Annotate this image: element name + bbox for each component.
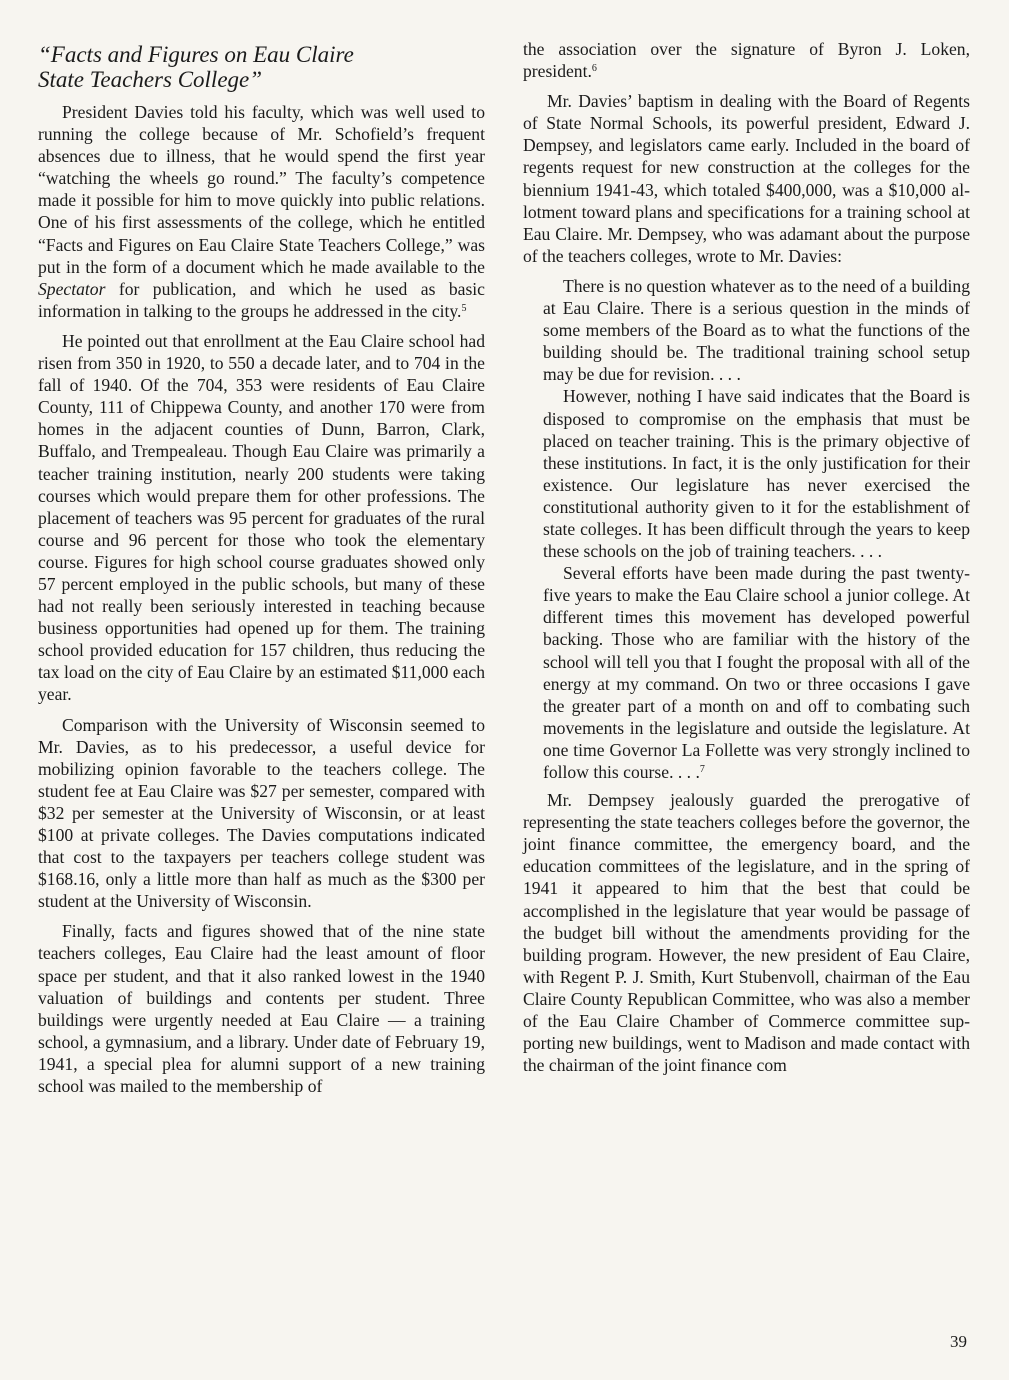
page-number: 39 bbox=[950, 1332, 967, 1351]
section-title-line-1: “Facts and Figures on Eau Claire bbox=[38, 42, 354, 67]
paragraph-board-of-regents: Mr. Davies’ baptism in dealing with the Board of Regents of State Normal Schools, its powerful president, Edward J. Dempsey, and legislators came early. Included in the board of regents request for new construction at the colleges for the biennium 1941-43, which totaled $400,000, was a $10,000 allotment toward plans and specifications for a training school at Eau Claire. Mr. Dempsey, who was adamant about the purpose of the teachers colleges, wrote to Mr. Davies: bbox=[523, 91, 970, 266]
section-title bbox=[38, 42, 485, 92]
right-column bbox=[523, 38, 970, 1084]
paragraph-enrollment: He pointed out that enrollment at the Eau Claire school had risen from 350 in 1920, to 550 a decade later, and to 704 in the fall of 1940. Of the 704, 353 were residents of Eau Claire County, 111 of Chippewa County, and another 170 were from homes in the adjacent counties of Dunn, Barron, Clark, Buffalo, and Trempealeau. Though Eau Claire was primarily a teacher training institution, nearly 200 students were taking courses which would prepare them for other professions. The placement of teachers was 95 percent for graduates of the rural course and 96 percent for those who took the elementary course. Figures for high school course graduates showed only 57 percent employed in the public schools, but many of these had not really been seriously interested in teaching because business opportunities had opened up for them. The training school provided education for 157 children, thus reducing the tax load on the city of Eau Claire by an estimated $11,000 each year. bbox=[38, 330, 485, 705]
footnote-ref-7: 7 bbox=[699, 764, 705, 775]
left-column bbox=[38, 38, 485, 1105]
paragraph-continuation bbox=[523, 38, 970, 82]
paragraph-university-comparison: Comparison with the University of Wisconsin seemed to Mr. Davies, as to his predecessor, a useful device for mobilizing opinion favorable to the teachers college. The student fee at Eau Claire was $27 per semester, compared with $32 per semester at the University of Wisconsin, or at least $100 at private colleges. The Davies computations indicated that cost to the taxpayers per teachers college student was $168.16, only a little more than half as much as the $300 per student at the University of Wisconsin. bbox=[38, 714, 485, 912]
paragraph-facts-figures bbox=[38, 101, 485, 322]
quote-paragraph-teacher-training: However, nothing I have said indicates that the Board is disposed to compromise on the emphasis that must be placed on teacher training. This is the primary objective of these institutions. In fact, it is the only justification for their existence. Our legislature has never exercised the constitutional authority given to it for the establishment of state colleges. It has been difficult through the years to keep these schools on the job of training teachers. . . . bbox=[543, 386, 970, 562]
book-page bbox=[38, 38, 970, 1348]
section-title-line-2: State Teachers College” bbox=[38, 67, 263, 92]
paragraph-text: for publication, and which he used as basic information in talking to the groups he addressed in the city. bbox=[38, 278, 485, 321]
spectator-title: Spectator bbox=[38, 278, 106, 299]
paragraph-dempsey-prerogative: Mr. Dempsey jealously guarded the prerogative of representing the state teachers colleges before the governor, the joint finance committee, the emergency board, and the education committees of the legislature, and in the spring of 1941 it appeared to him that the best that could be accomplished in the legislature that year would be passage of the budget bill without the amendments providing for the building program. However, the new president of Eau Claire, with Regent P. J. Smith, Kurt Stubenvoll, chairman of the Eau Claire County Republican Committee, who was also a member of the Eau Claire Chamber of Commerce committee supporting new buildings, went to Madison and made contact with the chairman of the joint finance com bbox=[523, 790, 970, 1076]
paragraph-text: President Davies told his faculty, which was well used to running the college because of Mr. Schofield’s frequent absences due to illness, that he would spend the first year “watching the wheels go round.” The faculty’s competence made it possible for him to move quickly into public relations. One of his first assessments of the college, which he entitled “Facts and Figures on Eau Claire State Teachers College,” was put in the form of a document which he made available to the bbox=[38, 102, 485, 277]
dempsey-letter-quote bbox=[523, 275, 970, 783]
footnote-ref-5: 5 bbox=[461, 302, 467, 314]
quote-paragraph-junior-college bbox=[543, 562, 970, 783]
quote-text: Several efforts have been made during the past twenty-five years to make the Eau Claire school a junior college. At different times this movement has developed powerful backing. Those who are familiar with the history of the school will tell you that I fought the proposal with all of the energy at my command. On two or three occasions I gave the greater part of a month on and off to combating such movements in the legislature and outside the legislature. At one time Governor La Follette was very strongly inclined to follow this course. . . . bbox=[543, 563, 970, 782]
paragraph-text: the association over the signature of Byron J. Loken, president. bbox=[523, 39, 970, 82]
quote-paragraph-need: There is no question whatever as to the need of a building at Eau Claire. There is a serious question in the minds of some members of the Board as to what the functions of the building should be. The traditional training school setup may be due for revision. . . . bbox=[543, 275, 970, 385]
paragraph-floor-space: Finally, facts and figures showed that of the nine state teachers colleges, Eau Claire had the least amount of floor space per student, and that it also ranked lowest in the 1940 valuation of buildings and contents per student. Three buildings were urgently needed at Eau Claire — a training school, a gymnasium, and a library. Under date of February 19, 1941, a special plea for alumni support of a new training school was mailed to the membership of bbox=[38, 921, 485, 1097]
footnote-ref-6: 6 bbox=[591, 63, 597, 75]
